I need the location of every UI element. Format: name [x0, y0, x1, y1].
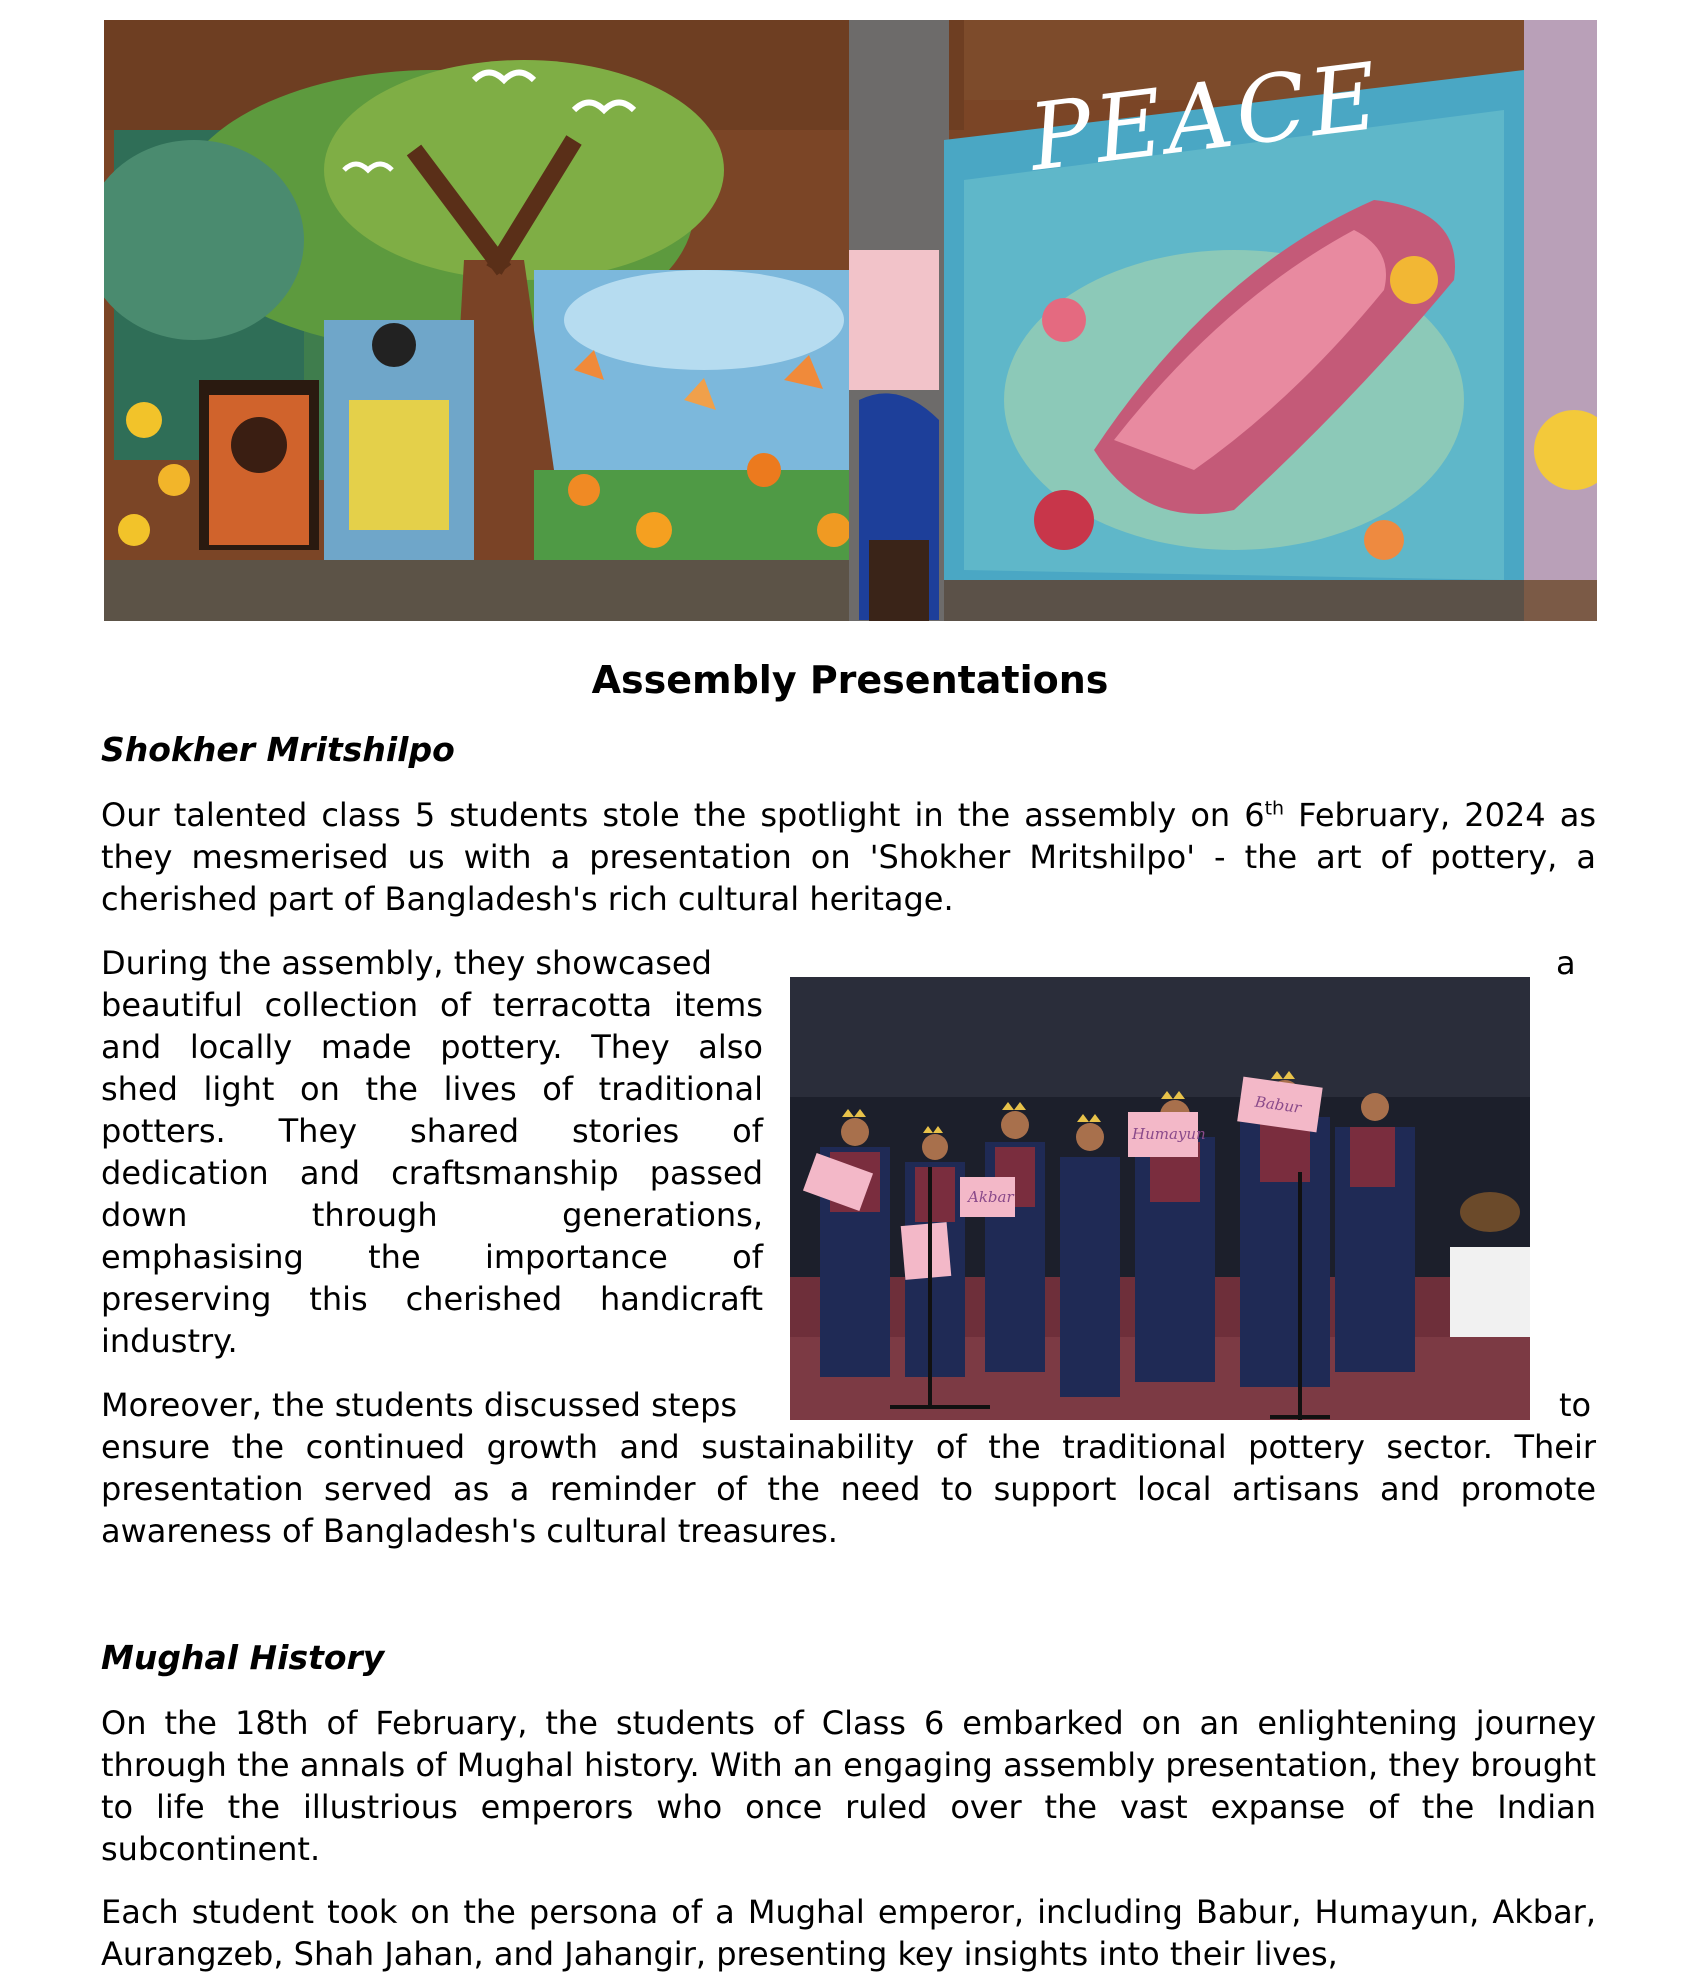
- section1-p2-tail: a: [1556, 944, 1576, 982]
- section1-p1-sup: th: [1264, 797, 1285, 820]
- section1-p2-word: items: [673, 986, 763, 1024]
- section1-p2-word: also: [698, 1028, 763, 1066]
- section1-p2-word: lives: [443, 1070, 517, 1108]
- section1-p2-word: emphasising: [101, 1238, 304, 1276]
- section1-p2-word: They: [591, 1028, 670, 1066]
- section1-p2-word: of: [732, 1112, 763, 1150]
- section1-paragraph-1: [101, 794, 1596, 920]
- section1-p2-word: the: [368, 1238, 421, 1276]
- section2-paragraph-2: Each student took on the persona of a Mughal emperor, including Babur, Humayun, Akbar, Aurangzeb, Shah Jahan, and Jahangir, presenting key insights into their lives,: [101, 1893, 1596, 1973]
- section1-p2-word: shed: [101, 1070, 178, 1108]
- section1-p2-word: and: [101, 1028, 162, 1066]
- section1-p2-line: [101, 1110, 763, 1152]
- section1-p2-word: generations,: [562, 1196, 763, 1234]
- photo-sign-babur: Babur: [1253, 1092, 1303, 1117]
- section-heading-mughal-history: Mughal History: [101, 1638, 385, 1677]
- section1-p2-line: [101, 1152, 763, 1194]
- section1-p2-word: potters.: [101, 1112, 226, 1150]
- section1-p2-word: on: [300, 1070, 340, 1108]
- section1-p2-word: this: [309, 1280, 368, 1318]
- section1-p2-word: through: [311, 1196, 438, 1234]
- mural-peace-text: PEACE: [1023, 42, 1388, 192]
- page-title: Assembly Presentations: [591, 658, 1109, 702]
- section1-p1-post: February, 2024 as they mesmerised us with a presentation on 'Shokher Mritshilpo' - the art of pottery, a cherished part of Bangladesh's rich cultural heritage.: [101, 796, 1597, 918]
- section1-p2-word: cherished: [405, 1280, 563, 1318]
- section1-p3-line1: Moreover, the students discussed steps: [101, 1386, 738, 1424]
- section1-p2-word: shared: [410, 1112, 520, 1150]
- section1-p2-word: locally: [189, 1028, 293, 1066]
- section1-p2-word: dedication: [101, 1154, 269, 1192]
- mural-photo: [104, 20, 1597, 621]
- section1-p2-word: craftsmanship: [391, 1154, 619, 1192]
- photo-sign-humayun: Humayun: [1132, 1125, 1206, 1143]
- section1-p2-line: [101, 1320, 763, 1362]
- section1-p2-word: collection: [264, 986, 419, 1024]
- section1-p2-word: preserving: [101, 1280, 272, 1318]
- section1-p3-tail: to: [1559, 1386, 1592, 1424]
- section1-p2-word: During the assembly, they showcased: [101, 944, 712, 982]
- section1-p2-word: down: [101, 1196, 188, 1234]
- section-heading-shokher-mritshilpo: Shokher Mritshilpo: [101, 730, 455, 769]
- section1-p2-word: of: [439, 986, 471, 1024]
- section1-p2-line: [101, 1278, 763, 1320]
- section1-p2-word: beautiful: [101, 986, 243, 1024]
- photo-sign-akbar: Akbar: [968, 1188, 1014, 1206]
- section1-p2-word: terracotta: [492, 986, 653, 1024]
- section1-p2-line: [101, 1068, 763, 1110]
- section1-p2-word: made: [320, 1028, 412, 1066]
- section1-p2-word: They: [278, 1112, 358, 1150]
- section1-p2-word: of: [732, 1238, 763, 1276]
- section1-p2-word: passed: [649, 1154, 763, 1192]
- section1-p1-pre: Our talented class 5 students stole the spotlight in the assembly on 6: [101, 796, 1265, 834]
- section1-p2-word: the: [365, 1070, 418, 1108]
- section1-p2-word: of: [542, 1070, 574, 1108]
- section1-p2-word: pottery.: [440, 1028, 563, 1066]
- section1-p2-word: stories: [572, 1112, 680, 1150]
- section1-p2-word: importance: [484, 1238, 668, 1276]
- section1-p3-rest: ensure the continued growth and sustainability of the traditional pottery sector. Their presentation served as a reminder of the need to support local artisans and promote awareness of Bangladesh's cultural treasures.: [101, 1428, 1596, 1550]
- section1-p2-word: traditional: [598, 1070, 763, 1108]
- section1-p2-word: light: [203, 1070, 275, 1108]
- section1-p2-line: [101, 984, 763, 1026]
- section1-p2-word: industry.: [101, 1322, 238, 1360]
- section1-p2-word: and: [299, 1154, 361, 1192]
- section1-p2-line: [101, 1026, 763, 1068]
- section1-p2-word: handicraft: [600, 1280, 763, 1318]
- students-assembly-photo: [790, 977, 1530, 1420]
- section1-p2-line: [101, 1194, 763, 1236]
- section1-p2-line: [101, 942, 763, 984]
- section1-p2-line: [101, 1236, 763, 1278]
- section2-paragraph-1: On the 18th of February, the students of Class 6 embarked on an enlightening journey through the annals of Mughal history. With an engaging assembly presentation, they brought to life the illustrious emperors who once ruled over the vast expanse of the Indian subcontinent.: [101, 1704, 1596, 1868]
